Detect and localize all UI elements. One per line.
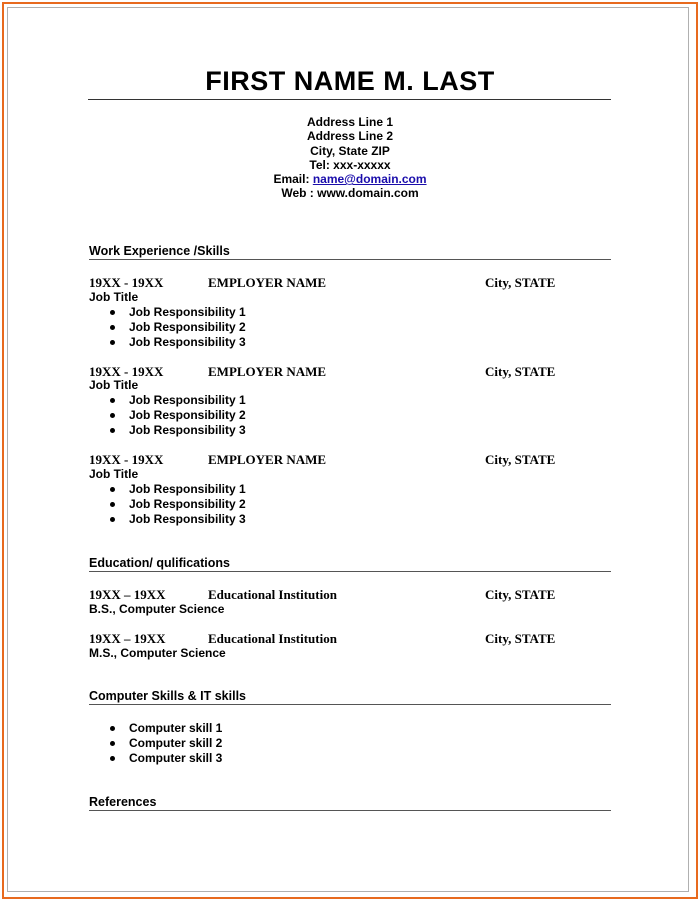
education-1-line	[89, 587, 611, 603]
job-2-responsibilities	[106, 393, 246, 439]
list-item: Computer skill 1	[106, 721, 222, 736]
job-dates: 19XX - 19XX	[89, 275, 164, 290]
work-section-heading: Work Experience /Skills	[89, 244, 611, 260]
education-section-heading: Education/ qulifications	[89, 556, 611, 572]
job-2-line	[89, 364, 611, 380]
job-1-line	[89, 275, 611, 291]
list-item: Job Responsibility 1	[106, 393, 246, 408]
employer-name: EMPLOYER NAME	[208, 452, 327, 467]
list-item: Job Responsibility 2	[106, 320, 246, 335]
job-location: City, STATE	[485, 275, 556, 290]
list-item: Job Responsibility 1	[106, 482, 246, 497]
references-section-heading: References	[89, 795, 611, 811]
telephone: Tel: xxx-xxxxx	[309, 157, 391, 172]
email-link[interactable]: name@domain.com	[312, 172, 427, 187]
education-2-line	[89, 631, 611, 647]
job-location: City, STATE	[485, 364, 556, 379]
website: Web : www.domain.com	[281, 186, 419, 201]
institution-name: Educational Institution	[208, 587, 337, 602]
education-location: City, STATE	[485, 631, 556, 646]
job-dates: 19XX - 19XX	[89, 452, 164, 467]
skills-section-heading: Computer Skills & IT skills	[89, 689, 611, 705]
institution-name: Educational Institution	[208, 631, 337, 646]
job-1-responsibilities	[106, 305, 246, 351]
list-item: Job Responsibility 3	[106, 335, 246, 350]
email-line	[88, 172, 612, 186]
job-title: Job Title	[89, 378, 139, 392]
list-item: Computer skill 2	[106, 736, 222, 751]
degree: B.S., Computer Science	[89, 602, 225, 616]
job-3-line	[89, 452, 611, 468]
resume-name: FIRST NAME M. LAST	[205, 66, 495, 96]
list-item: Job Responsibility 1	[106, 305, 246, 320]
list-item: Job Responsibility 3	[106, 512, 246, 527]
job-3-responsibilities	[106, 482, 246, 528]
email-label: Email:	[273, 172, 313, 187]
employer-name: EMPLOYER NAME	[208, 364, 327, 379]
job-dates: 19XX - 19XX	[89, 364, 164, 379]
title-divider	[88, 99, 611, 100]
address-line-2: Address Line 2	[306, 129, 394, 144]
education-dates: 19XX – 19XX	[89, 587, 166, 602]
job-title: Job Title	[89, 467, 139, 481]
list-item: Job Responsibility 3	[106, 423, 246, 438]
education-dates: 19XX – 19XX	[89, 631, 166, 646]
job-title: Job Title	[89, 290, 139, 304]
education-location: City, STATE	[485, 587, 556, 602]
list-item: Computer skill 3	[106, 751, 222, 766]
address-line-1: Address Line 1	[306, 115, 394, 129]
list-item: Job Responsibility 2	[106, 497, 246, 512]
job-location: City, STATE	[485, 452, 556, 467]
city-state-zip: City, State ZIP	[310, 143, 390, 158]
employer-name: EMPLOYER NAME	[208, 275, 327, 290]
list-item: Job Responsibility 2	[106, 408, 246, 423]
degree: M.S., Computer Science	[89, 646, 226, 660]
skills-list	[106, 721, 222, 767]
contact-block	[88, 115, 612, 201]
